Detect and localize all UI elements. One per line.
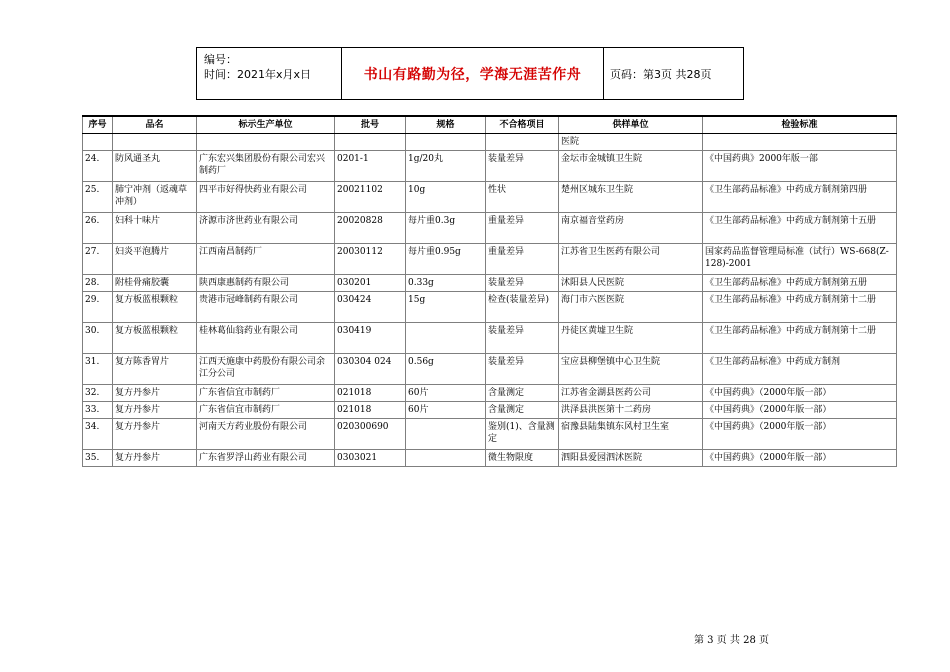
table-cell (113, 134, 197, 151)
table-cell: 装量差异 (486, 354, 559, 385)
column-header: 供样单位 (559, 116, 703, 134)
table-cell: 021018 (335, 385, 406, 402)
table-cell: 30. (83, 323, 113, 354)
table-cell: 《中国药典》2000年版一部 (703, 151, 897, 182)
table-cell: 28. (83, 275, 113, 292)
table-cell: 广东宏兴集团股份有限公司宏兴制药厂 (197, 151, 335, 182)
table-cell: 《卫生部药品标准》中药成方制剂第十二册 (703, 323, 897, 354)
table-cell: 含量测定 (486, 385, 559, 402)
table-cell: 泗阳县爱园泗沭医院 (559, 450, 703, 467)
table-row (83, 402, 897, 419)
table-cell: 0303021 (335, 450, 406, 467)
table-cell: 32. (83, 385, 113, 402)
table-cell: 装量差异 (486, 275, 559, 292)
table-row (83, 450, 897, 467)
table-cell: 肺宁冲剂（返魂草冲剂） (113, 182, 197, 213)
table-cell: 021018 (335, 402, 406, 419)
table-cell: 每片重0.3g (406, 213, 486, 244)
table-cell: 桂林葛仙翁药业有限公司 (197, 323, 335, 354)
table-cell: 洪泽县洪医第十二药房 (559, 402, 703, 419)
column-header: 不合格项目 (486, 116, 559, 134)
table-cell: 《卫生部药品标准》中药成方制剂第四册 (703, 182, 897, 213)
table-cell: 10g (406, 182, 486, 213)
table-row (83, 213, 897, 244)
table-row (83, 323, 897, 354)
page-header (196, 47, 744, 100)
table-cell: 重量差异 (486, 244, 559, 275)
table-cell: 附桂骨痛胶囊 (113, 275, 197, 292)
table-cell: 重量差异 (486, 213, 559, 244)
table-cell: 《中国药典》（2000年版一部） (703, 419, 897, 450)
table-cell: 25. (83, 182, 113, 213)
table-cell: 030201 (335, 275, 406, 292)
table-cell: 复方板蓝根颗粒 (113, 292, 197, 323)
table-cell: 27. (83, 244, 113, 275)
table-row (83, 354, 897, 385)
table-cell: 15g (406, 292, 486, 323)
table-cell (703, 134, 897, 151)
table-cell: 四平市好得快药业有限公司 (197, 182, 335, 213)
table-cell: 复方丹参片 (113, 402, 197, 419)
table-cell (406, 323, 486, 354)
table-cell: 丹徒区黄墟卫生院 (559, 323, 703, 354)
table-cell: 沭阳县人民医院 (559, 275, 703, 292)
table-cell: 鉴别(1)、含量测定 (486, 419, 559, 450)
table-cell: 医院 (559, 134, 703, 151)
table-row (83, 244, 897, 275)
table-cell: 24. (83, 151, 113, 182)
table-cell: 宝应县柳堡镇中心卫生院 (559, 354, 703, 385)
table-cell: 河南天方药业股份有限公司 (197, 419, 335, 450)
page-footer: 第 3 页 共 28 页 (694, 635, 769, 646)
table-row (83, 385, 897, 402)
table-cell: 《中国药典》（2000年版一部） (703, 450, 897, 467)
table-cell: 复方丹参片 (113, 419, 197, 450)
table-cell: 34. (83, 419, 113, 450)
table-cell: 《中国药典》（2000年版一部） (703, 402, 897, 419)
table-cell: 《卫生部药品标准》中药成方制剂第十五册 (703, 213, 897, 244)
table-cell: 广东省信宜市制药厂 (197, 385, 335, 402)
table-cell: 每片重0.95g (406, 244, 486, 275)
table-cell: 60片 (406, 385, 486, 402)
column-header: 批号 (335, 116, 406, 134)
table-cell: 030304 024 (335, 354, 406, 385)
table-cell: 29. (83, 292, 113, 323)
table-cell: 含量测定 (486, 402, 559, 419)
table-cell: 装量差异 (486, 323, 559, 354)
table-cell (335, 134, 406, 151)
table-cell: 江西天施康中药股份有限公司余江分公司 (197, 354, 335, 385)
table-cell (83, 134, 113, 151)
table-cell: 《中国药典》（2000年版一部） (703, 385, 897, 402)
table-cell: 复方丹参片 (113, 450, 197, 467)
table-cell (406, 419, 486, 450)
table-cell: 陕西康惠制药有限公司 (197, 275, 335, 292)
table-cell: 妇炎平泡腾片 (113, 244, 197, 275)
table-cell: 0201-1 (335, 151, 406, 182)
table-cell (406, 134, 486, 151)
table-cell: 0.33g (406, 275, 486, 292)
inspection-table (82, 115, 897, 467)
table-cell: 宿豫县陆集镇东风村卫生室 (559, 419, 703, 450)
document-time-label: 时间：2021年x月x日 (204, 68, 312, 81)
table-row (83, 151, 897, 182)
table-cell: 金坛市金城镇卫生院 (559, 151, 703, 182)
table-cell: 楚州区城东卫生院 (559, 182, 703, 213)
table-cell: 复方板蓝根颗粒 (113, 323, 197, 354)
table-cell (486, 134, 559, 151)
table-row (83, 182, 897, 213)
table-cell: 江苏省卫生医药有限公司 (559, 244, 703, 275)
table-cell: 装量差异 (486, 151, 559, 182)
table-row (83, 134, 897, 151)
document-number-label: 编号： (204, 53, 237, 66)
header-slogan: 书山有路勤为径，学海无涯苦作舟 (342, 48, 604, 99)
column-header: 品名 (113, 116, 197, 134)
column-header: 标示生产单位 (197, 116, 335, 134)
table-row (83, 292, 897, 323)
table-cell: 《卫生部药品标准》中药成方制剂第五册 (703, 275, 897, 292)
table-cell: 贵港市冠峰制药有限公司 (197, 292, 335, 323)
table-cell: 南京福音堂药房 (559, 213, 703, 244)
table-cell: 广东省信宜市制药厂 (197, 402, 335, 419)
table-cell: 0.56g (406, 354, 486, 385)
table-cell: 性状 (486, 182, 559, 213)
table-cell: 微生物限度 (486, 450, 559, 467)
table-cell: 国家药品监督管理局标准（试行）WS-668(Z-128)-2001 (703, 244, 897, 275)
table-cell: 20021102 (335, 182, 406, 213)
table-cell: 31. (83, 354, 113, 385)
table-cell (406, 450, 486, 467)
table-header-row (83, 116, 897, 134)
table-cell: 复方丹参片 (113, 385, 197, 402)
table-cell: 《卫生部药品标准》中药成方制剂 (703, 354, 897, 385)
table-cell: 33. (83, 402, 113, 419)
table-cell: 《卫生部药品标准》中药成方制剂第十二册 (703, 292, 897, 323)
table-cell: 1g/20丸 (406, 151, 486, 182)
table-cell (197, 134, 335, 151)
table-cell: 030419 (335, 323, 406, 354)
column-header: 检验标准 (703, 116, 897, 134)
table-row (83, 419, 897, 450)
table-cell: 江苏省金湖县医药公司 (559, 385, 703, 402)
table-cell: 广东省罗浮山药业有限公司 (197, 450, 335, 467)
table-cell: 26. (83, 213, 113, 244)
table-cell: 复方陈香胃片 (113, 354, 197, 385)
table-cell: 030424 (335, 292, 406, 323)
table-cell: 60片 (406, 402, 486, 419)
table-cell: 济源市济世药业有限公司 (197, 213, 335, 244)
column-header: 规格 (406, 116, 486, 134)
table-cell: 检查(装量差异) (486, 292, 559, 323)
table-cell: 海门市六医医院 (559, 292, 703, 323)
table-cell: 35. (83, 450, 113, 467)
table-cell: 020300690 (335, 419, 406, 450)
table-cell: 防风通圣丸 (113, 151, 197, 182)
table-cell: 20030112 (335, 244, 406, 275)
header-page-number: 页码：第3页 共28页 (610, 67, 712, 81)
table-cell: 20020828 (335, 213, 406, 244)
header-meta (197, 48, 342, 99)
table-cell: 江西南昌制药厂 (197, 244, 335, 275)
column-header: 序号 (83, 116, 113, 134)
table-cell: 妇科十味片 (113, 213, 197, 244)
table-row (83, 275, 897, 292)
